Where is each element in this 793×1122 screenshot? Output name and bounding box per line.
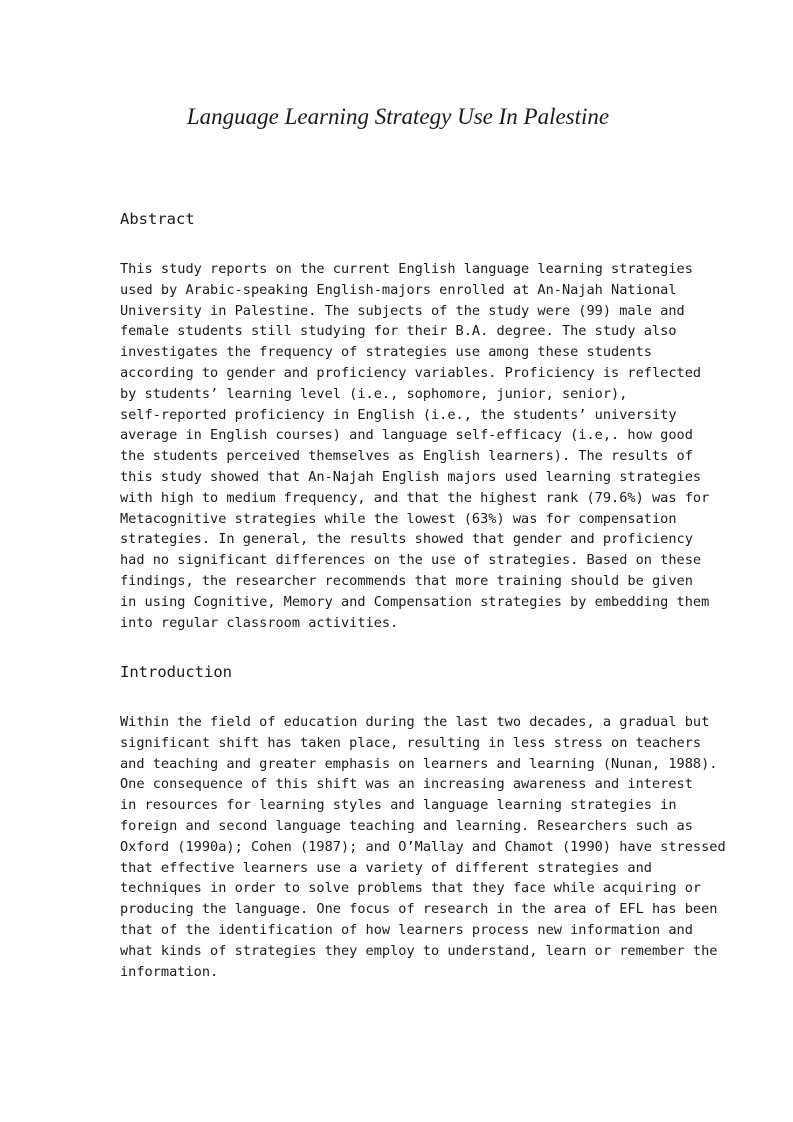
text-line: in resources for learning styles and language learning strategies in xyxy=(120,797,677,814)
text-line: female students still studying for their B.A. degree. The study also xyxy=(120,323,677,340)
section-heading-introduction: Introduction xyxy=(120,663,232,681)
text-line: findings, the researcher recommends that more training should be given xyxy=(120,572,693,589)
text-line: this study showed that An-Najah English majors used learning strategies xyxy=(120,468,702,485)
section-heading-abstract: Abstract xyxy=(120,210,195,228)
text-line: information. xyxy=(120,963,219,980)
text-line: One consequence of this shift was an increasing awareness and interest xyxy=(120,776,693,793)
text-line: with high to medium frequency, and that the highest rank (79.6%) was for xyxy=(120,489,710,506)
text-line: producing the language. One focus of research in the area of EFL has been xyxy=(120,901,718,918)
text-line: This study reports on the current English language learning strategies xyxy=(120,261,693,277)
text-line: foreign and second language teaching and learning. Researchers such as xyxy=(120,817,693,834)
document-title: Language Learning Strategy Use In Palestine xyxy=(186,104,610,129)
introduction-paragraph xyxy=(120,712,726,982)
text-line: by students’ learning level (i.e., sophomore, junior, senior), xyxy=(120,385,628,402)
text-line: and teaching and greater emphasis on learners and learning (Nunan, 1988). xyxy=(120,755,718,772)
text-line: that effective learners use a variety of different strategies and xyxy=(120,859,652,876)
text-line: in using Cognitive, Memory and Compensation strategies by embedding them xyxy=(120,593,710,610)
text-line: used by Arabic-speaking English-majors enrolled at An-Najah National xyxy=(120,281,677,298)
text-line: strategies. In general, the results showed that gender and proficiency xyxy=(120,531,693,548)
text-line: investigates the frequency of strategies use among these students xyxy=(120,344,652,361)
text-line: Oxford (1990a); Cohen (1987); and O’Mallay and Chamot (1990) have stressed xyxy=(120,838,726,855)
text-line: had no significant differences on the use of strategies. Based on these xyxy=(120,552,702,569)
text-line: into regular classroom activities. xyxy=(120,614,399,631)
text-line: average in English courses) and language self-efficacy (i.e,. how good xyxy=(120,427,693,444)
text-line: the students perceived themselves as English learners). The results of xyxy=(120,448,693,465)
abstract-paragraph xyxy=(120,259,710,633)
text-line: that of the identification of how learners process new information and xyxy=(120,921,693,938)
text-line: Within the field of education during the last two decades, a gradual but xyxy=(120,714,710,730)
text-line: Metacognitive strategies while the lowest (63%) was for compensation xyxy=(120,510,677,527)
text-line: University in Palestine. The subjects of the study were (99) male and xyxy=(120,302,685,319)
text-line: significant shift has taken place, resulting in less stress on teachers xyxy=(120,734,702,751)
text-line: what kinds of strategies they employ to understand, learn or remember the xyxy=(120,942,718,959)
text-line: according to gender and proficiency variables. Proficiency is reflected xyxy=(120,364,702,381)
text-line: self-reported proficiency in English (i.e., the students’ university xyxy=(120,406,677,423)
text-line: techniques in order to solve problems that they face while acquiring or xyxy=(120,880,702,897)
